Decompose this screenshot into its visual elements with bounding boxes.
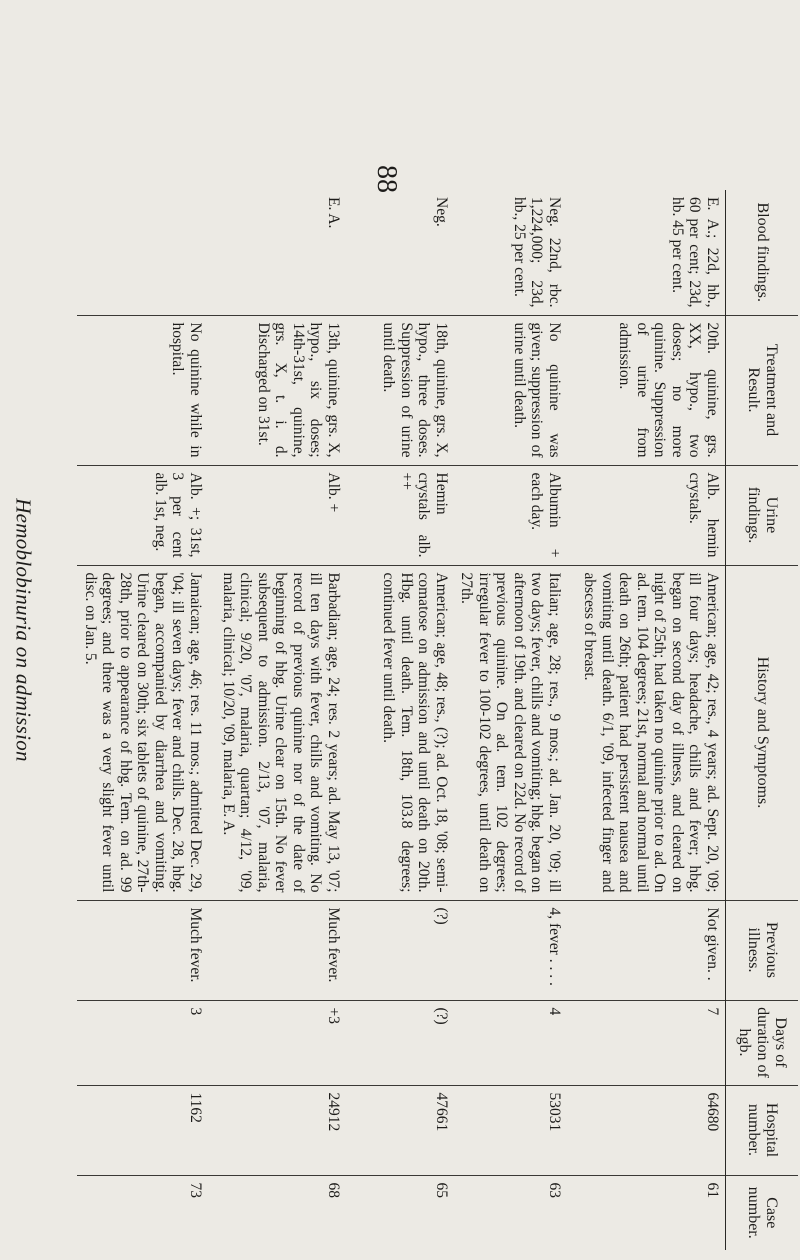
table-row: [208, 190, 346, 1250]
header-hospital: Hospital number.: [726, 1085, 799, 1175]
cell-previous: (?): [346, 900, 454, 1000]
table-row: [78, 190, 209, 1250]
table-row: [346, 190, 454, 1250]
case-table-rotated: [82, 190, 798, 1250]
cell-history: Jamaican; age, 46; res. 11 mos.; admitted Dec. 29, '04; ill seven days; fever and chills. Dec. 28, hbg. began, accompanied by diarrhea and vomiting. Urine cleared on 30th; six tablets of quinine, 27th-28th, prior to appearance of hbg. Tem. on ad. 99 degrees; and there was a very slight fever until disc. on Jan. 5.: [78, 565, 209, 900]
cell-days: (?): [346, 1000, 454, 1085]
cell-case: 73: [78, 1175, 209, 1250]
cell-hospital: 53031: [454, 1085, 567, 1175]
running-head: [6, 0, 40, 1260]
cell-hospital: 47661: [346, 1085, 454, 1175]
cell-previous: Not given. .: [567, 900, 726, 1000]
header-treatment: Treatment and Result.: [726, 315, 799, 465]
header-blood: Blood findings.: [726, 190, 799, 315]
header-case: Case number.: [726, 1175, 799, 1250]
cell-hospital: 24912: [208, 1085, 346, 1175]
cell-urine: Alb. +; 31st, 3 per cent alb. 1st, neg.: [78, 465, 209, 565]
table-row: [567, 190, 726, 1250]
header-row: [726, 190, 799, 1250]
cell-treatment: No quinine was given; suppression of urine until death.: [454, 315, 567, 465]
cell-hospital: 1162: [78, 1085, 209, 1175]
cell-hospital: 64680: [567, 1085, 726, 1175]
cell-blood: E. A.: [325, 197, 342, 229]
cell-days: 3: [78, 1000, 209, 1085]
cell-history: Barbadian; age, 24; res. 2 years; ad. May 13, '07; ill ten days with fever, chills and vomiting. No record of previous quinine nor of the date of beginning of hbg. Urine clear on 15th. No fever subsequent to admission. 2/13, '07, malaria, clinical; 9/20, '07, malaria, quartan; 4/12, '09, malaria, clinical; 10/20, '09, malaria, E. A.: [208, 565, 346, 900]
cell-blood: Neg.: [433, 197, 450, 227]
cell-urine: Albumin + each day.: [454, 465, 567, 565]
cell-urine: Hemin crystals alb. ++: [346, 465, 454, 565]
running-head-text: Hemoblobinuria on admission: [11, 498, 36, 762]
cell-blood: Neg. 22nd, rbc. 1,224,000; 23d, hb., 25 per cent.: [511, 197, 563, 308]
cell-previous: Much fever.: [78, 900, 209, 1000]
table-row: [454, 190, 567, 1250]
cell-history: American; age, 42; res., 4 years; ad. Sept. 20, '09; ill four days; headache, chills and fever; hbg. began on second day of illness, and cleared on night of 25th; had taken no quinine prior to ad. On ad. tem. 104 degrees; 21st, normal and normal until death on 26th; patient had persistent nausea and vomiting until death. 6/1, '09, infected finger and abscess of breast.: [567, 565, 726, 900]
cell-treatment: No quinine while in hospital.: [78, 315, 209, 465]
page-number: 88: [371, 165, 402, 193]
cell-previous: Much fever.: [208, 900, 346, 1000]
header-previous: Previous illness.: [726, 900, 799, 1000]
cell-treatment: 13th, quinine, grs. X, hypo., six doses; 14th-31st, quinine, grs. X, t. i. d. Discharged on 31st.: [208, 315, 346, 465]
cell-case: 61: [567, 1175, 726, 1250]
cell-case: 68: [208, 1175, 346, 1250]
case-table: [78, 190, 799, 1250]
cell-blood: [78, 190, 209, 315]
cell-days: 7: [567, 1000, 726, 1085]
cell-case: 65: [346, 1175, 454, 1250]
cell-treatment: 20th. quinine, grs. XX, hypo., two doses; no more quinine. Suppression of urine from admission.: [567, 315, 726, 465]
cell-previous: 4, fever . . . .: [454, 900, 567, 1000]
cell-days: 4: [454, 1000, 567, 1085]
cell-urine: Alb. +: [208, 465, 346, 565]
header-history: History and Symptoms.: [726, 565, 799, 900]
cell-blood: E. A.; 22d, hb., 60 per cent; 23d, hb. 45 per cent.: [669, 197, 721, 308]
cell-treatment: 18th, quinine, grs. X, hypo., three doses. Suppression of urine until death.: [346, 315, 454, 465]
cell-case: 63: [454, 1175, 567, 1250]
cell-urine: Alb. hemin crystals.: [567, 465, 726, 565]
header-days: Days of duration of hgb.: [726, 1000, 799, 1085]
cell-history: American; age, 48; res., (?); ad. Oct. 18, '08; semi-comatose on admission and until death on 20th. Hbg. until death. Tem. 18th, 103.8 degrees; continued fever until death.: [346, 565, 454, 900]
cell-days: +3: [208, 1000, 346, 1085]
cell-history: Italian; age, 28; res., 9 mos.; ad. Jan. 20, '09; ill two days; fever, chills and vomiting; hbg. began on afternoon of 19th. and cleared on 22d. No record of previous quinine. On ad. tem. 102 degrees; irregular fever to 100-102 degrees, until death on 27th.: [454, 565, 567, 900]
header-urine: Urine findings.: [726, 465, 799, 565]
